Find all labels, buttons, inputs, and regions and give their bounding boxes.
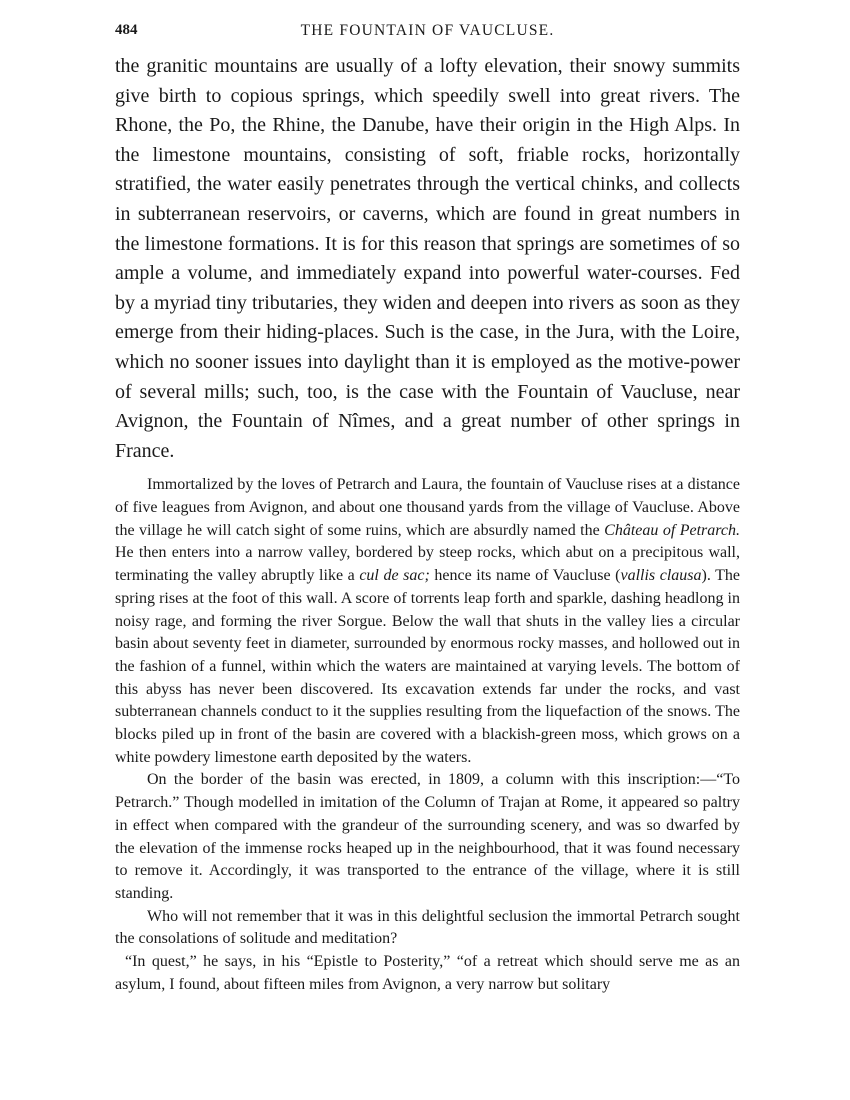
paragraph-petrarch: Who will not remember that it was in this delightful seclusion the immortal Petrarch sought the consolations of solitude and meditation?	[115, 907, 740, 948]
page-number: 484	[115, 22, 138, 38]
text-run: ). The spring rises at the foot of this wall. A score of torrents leap forth and sparkle, dashing headlong in noisy rage, and forming the river Sorgue. Below the wall that shuts in the valley lies a circular basin about seventy feet in diameter, surrounded by enormous rocky masses, and hollowed out in the fashion of a funnel, within which the waters are maintained at varying levels. The bottom of this abyss has never been discovered. Its excavation extends far under the rocks, and vast subterranean channels conduct to it the supplies resulting from the liquefaction of the snows. The blocks piled up in front of the basin are covered with a blackish-green moss, which grows on a white powdery limestone earth deposited by the waters.	[115, 567, 740, 766]
italic-text: cul de sac;	[359, 567, 430, 585]
text-run: hence its name of Vaucluse (	[429, 567, 621, 585]
page-header	[115, 20, 740, 50]
italic-text: vallis clausa	[620, 567, 702, 585]
paragraph-epistle-quote: “In quest,” he says, in his “Epistle to Posterity,” “of a retreat which should serve me as an asylum, I found, about fifteen miles from Avignon, a very narrow but solitary	[115, 953, 740, 993]
paragraph-vaucluse-description	[115, 474, 740, 769]
text-run: Immortalized by the loves of Petrarch and Laura, the fountain of Vaucluse rises at a distance of five leagues from Avignon, and about one thousand yards from the village of Vaucluse. Above the village he will catch sight of some ruins, which are absurdly named the	[115, 476, 740, 539]
italic-text: Château of Petrarch.	[604, 521, 740, 539]
text-run: He then enters into a narrow valley, bordered by steep rocks, which abut on a precipitous wall, terminating the valley abruptly like a	[115, 544, 740, 585]
paragraph-column: On the border of the basin was erected, in 1809, a column with this inscription:—“To Petrarch.” Though modelled in imitation of the Column of Trajan at Rome, it appeared so paltry in effect when compared with the grandeur of the surrounding scenery, and was so dwarfed by the elevation of the immense rocks heaped up in the neighbourhood, that it was found necessary to remove it. Accordingly, it was transported to the entrance of the village, where it is still standing.	[115, 771, 740, 902]
running-head: THE FOUNTAIN OF VAUCLUSE.	[300, 22, 555, 39]
lead-paragraph: the granitic mountains are usually of a lofty elevation, their snowy summits give birth to copious springs, which speedily swell into great rivers. The Rhone, the Po, the Rhine, the Danube, have their origin in the High Alps. In the limestone mountains, consisting of soft, friable rocks, horizontally stratified, the water easily penetrates through the vertical chinks, and collects in subterranean reservoirs, or caverns, which are found in great numbers in the limestone formations. It is for this reason that springs are sometimes of so ample a volume, and immediately expand into powerful water-courses. Fed by a myriad tiny tributaries, they widen and deepen into rivers as soon as they emerge from their hiding-places. Such is the case, in the Jura, with the Loire, which no sooner issues into daylight than it is employed as the motive-power of several mills; such, too, is the case with the Fountain of Vaucluse, near Avignon, the Fountain of Nîmes, and a great number of other springs in France.	[115, 55, 740, 462]
